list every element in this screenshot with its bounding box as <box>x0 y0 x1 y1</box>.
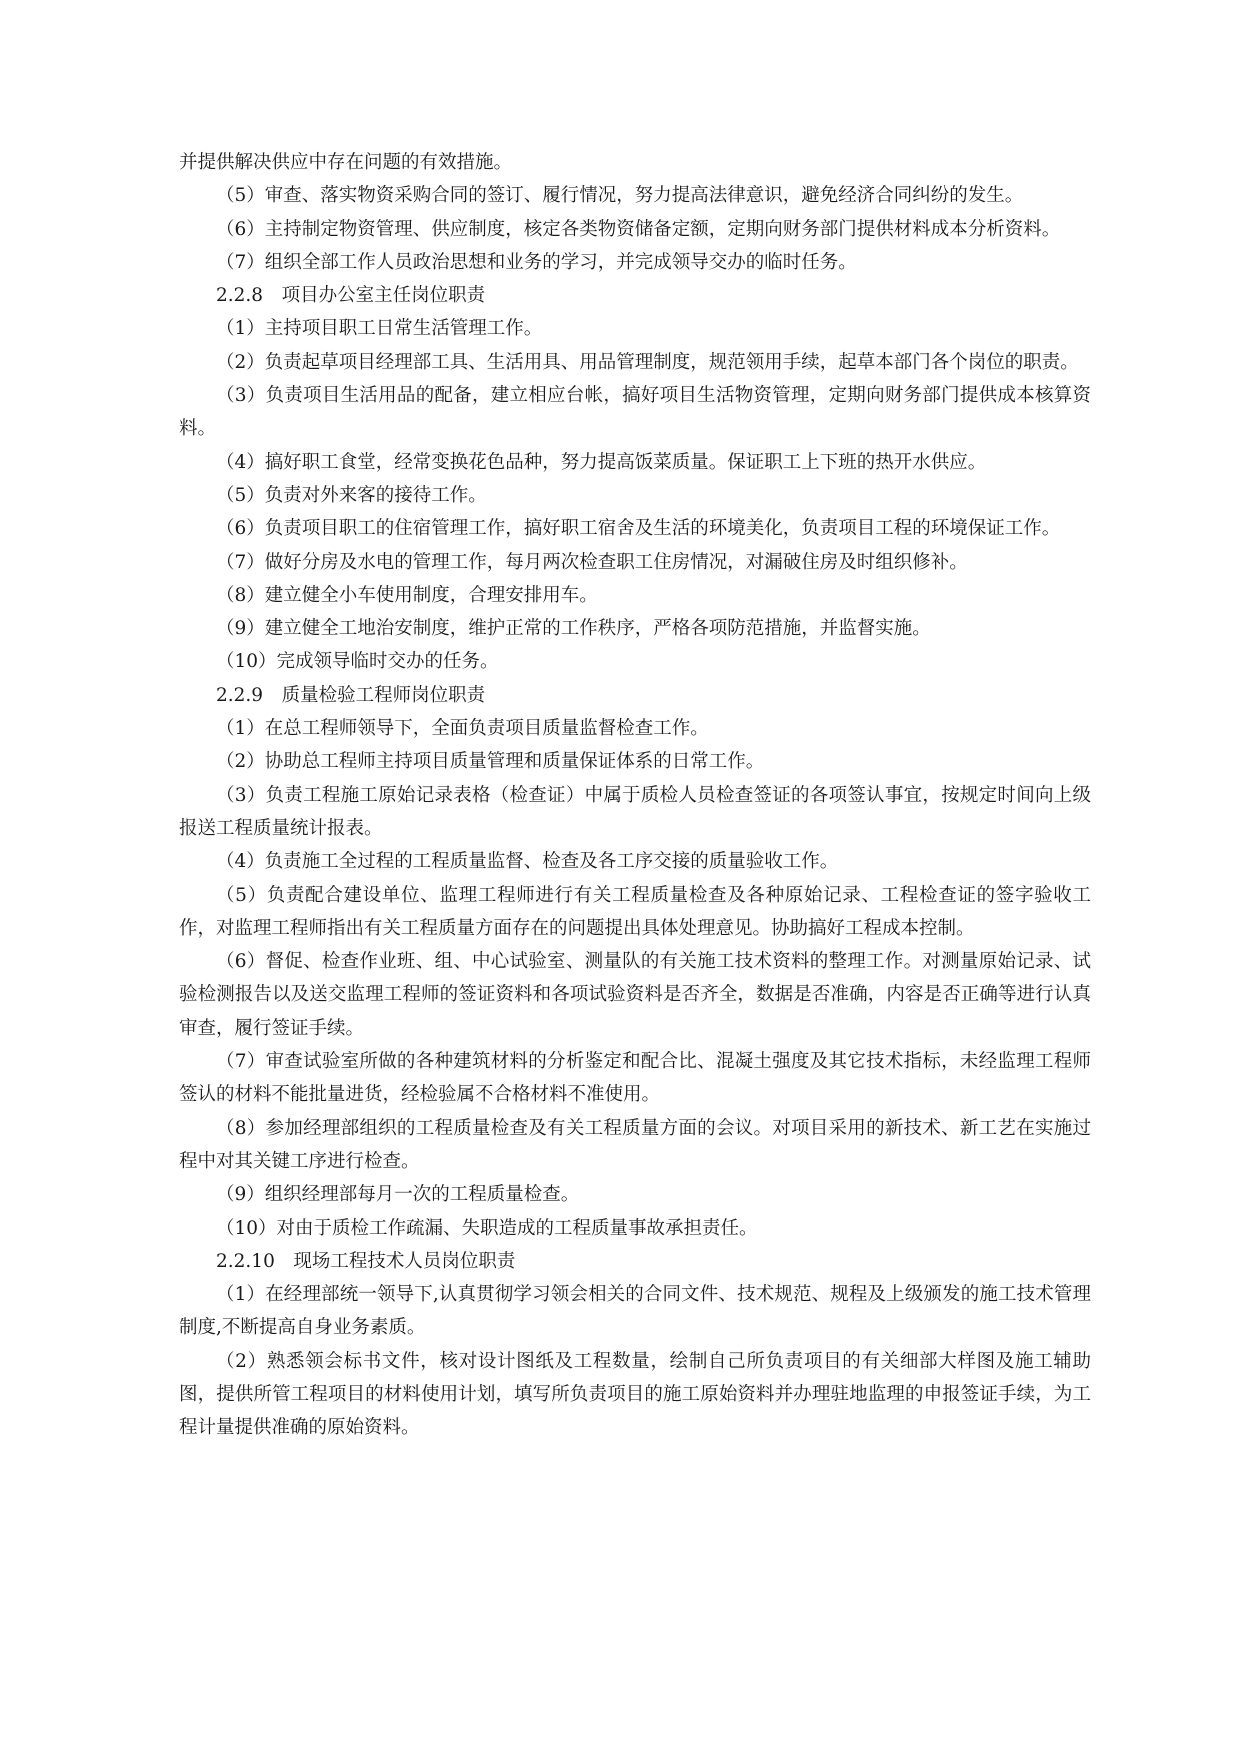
section-heading-2-2-10: 2.2.10 现场工程技术人员岗位职责 <box>216 1250 516 1272</box>
paragraph-item-2: （2）协助总工程师主持项目质量管理和质量保证体系的日常工作。 <box>216 751 765 773</box>
paragraph-item-2: （2）熟悉领会标书文件，核对设计图纸及工程数量，绘制自己所负责项目的有关细部大样图及施工辅助图，提供所管工程项目的材料使用计划，填写所负责项目的施工原始资料并办理驻地监理的申报签证手续，为工程计量提供准确的原始资料。 <box>179 1350 1091 1439</box>
paragraph-item-2: （2）负责起草项目经理部工具、生活用具、用品管理制度，规范领用手续，起草本部门各个岗位的职责。 <box>216 351 1079 373</box>
paragraph-item-5: （5）负责配合建设单位、监理工程师进行有关工程质量检查及各种原始记录、工程检查证的签字验收工作，对监理工程师指出有关工程质量方面存在的问题提出具体处理意见。协助搞好工程成本控制。 <box>179 884 1091 939</box>
paragraph-item-10: （10）完成领导临时交办的任务。 <box>216 651 499 673</box>
paragraph-continuation: 并提供解决供应中存在问题的有效措施。 <box>179 152 513 173</box>
paragraph-item-1: （1）在经理部统一领导下,认真贯彻学习领会相关的合同文件、技术规范、规程及上级颁发的施工技术管理制度,不断提高自身业务素质。 <box>179 1284 1091 1339</box>
paragraph-item-8: （8）参加经理部组织的工程质量检查及有关工程质量方面的会议。对项目采用的新技术、新工艺在实施过程中对其关键工序进行检查。 <box>179 1117 1091 1172</box>
paragraph-item-6: （6）负责项目职工的住宿管理工作，搞好职工宿舍及生活的环境美化，负责项目工程的环境保证工作。 <box>216 518 1061 540</box>
document-page <box>179 146 1091 1445</box>
paragraph-item-1: （1）主持项目职工日常生活管理工作。 <box>216 318 543 340</box>
paragraph-item-6: （6）主持制定物资管理、供应制度，核定各类物资储备定额，定期向财务部门提供材料成本分析资料。 <box>216 218 1061 240</box>
paragraph-item-4: （4）负责施工全过程的工程质量监督、检查及各工序交接的质量验收工作。 <box>216 851 839 873</box>
paragraph-item-8: （8）建立健全小车使用制度，合理安排用车。 <box>216 584 598 606</box>
paragraph-item-9: （9）建立健全工地治安制度，维护正常的工作秩序，严格各项防范措施，并监督实施。 <box>216 618 931 640</box>
paragraph-item-3: （3）负责工程施工原始记录表格（检查证）中属于质检人员检查签证的各项签认事宜，按规定时间向上级报送工程质量统计报表。 <box>179 784 1091 839</box>
section-heading-2-2-8: 2.2.8 项目办公室主任岗位职责 <box>216 285 486 307</box>
paragraph-item-7: （7）做好分房及水电的管理工作，每月两次检查职工住房情况，对漏破住房及时组织修补。 <box>216 551 968 573</box>
paragraph-item-7: （7）组织全部工作人员政治思想和业务的学习，并完成领导交办的临时任务。 <box>216 251 857 273</box>
paragraph-item-9: （9）组织经理部每月一次的工程质量检查。 <box>216 1184 580 1206</box>
paragraph-item-4: （4）搞好职工食堂，经常变换花色品种，努力提高饭菜质量。保证职工上下班的热开水供应。 <box>216 451 987 473</box>
paragraph-item-5: （5）负责对外来客的接待工作。 <box>216 484 487 506</box>
paragraph-item-6: （6）督促、检查作业班、组、中心试验室、测量队的有关施工技术资料的整理工作。对测量原始记录、试验检测报告以及送交监理工程师的签证资料和各项试验资料是否齐全，数据是否准确，内容是否正确等进行认真审查，履行签证手续。 <box>179 951 1091 1039</box>
paragraph-item-5: （5）审查、落实物资采购合同的签订、履行情况，努力提高法律意识，避免经济合同纠纷的发生。 <box>216 185 1024 207</box>
paragraph-item-3: （3）负责项目生活用品的配备，建立相应台帐，搞好项目生活物资管理，定期向财务部门提供成本核算资料。 <box>179 385 1091 440</box>
section-heading-2-2-9: 2.2.9 质量检验工程师岗位职责 <box>216 684 486 706</box>
paragraph-item-7: （7）审查试验室所做的各种建筑材料的分析鉴定和配合比、混凝土强度及其它技术指标，未经监理工程师签认的材料不能批量进货，经检验属不合格材料不准使用。 <box>179 1051 1091 1106</box>
paragraph-item-10: （10）对由于质检工作疏漏、失职造成的工程质量事故承担责任。 <box>216 1217 758 1239</box>
paragraph-item-1: （1）在总工程师领导下，全面负责项目质量监督检查工作。 <box>216 718 709 740</box>
